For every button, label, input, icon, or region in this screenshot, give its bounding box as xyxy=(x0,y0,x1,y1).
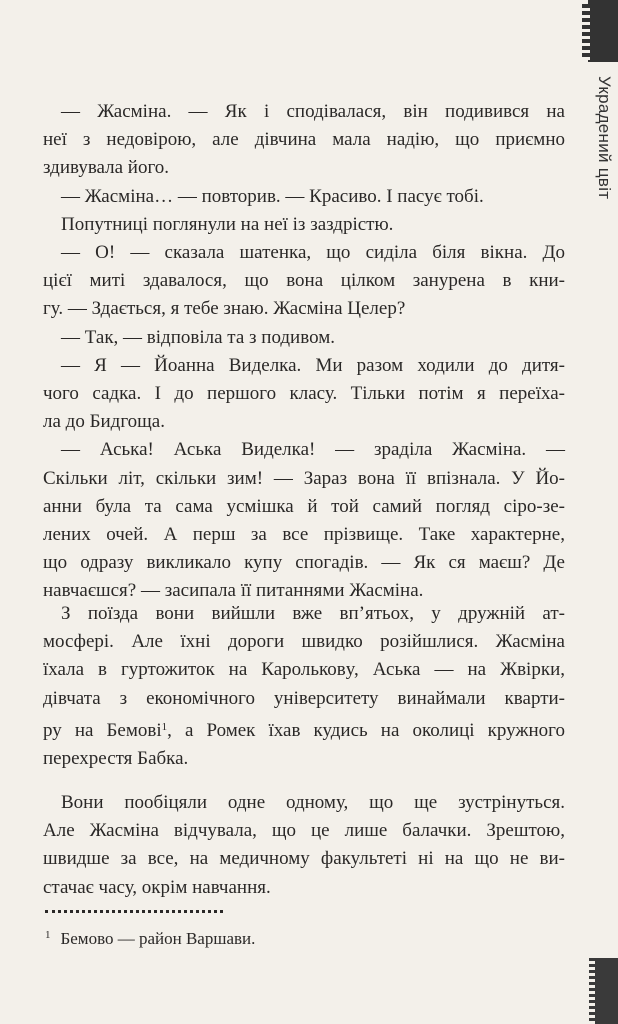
footnote-number: 1 xyxy=(45,929,51,941)
text-line: — О! — сказала шатенка, що сиділа біля вікна. До xyxy=(61,242,565,264)
text-line: анни була та сама усмішка й той самий погляд сіро-зе- xyxy=(43,495,565,517)
text-line-with-footnote xyxy=(43,713,565,745)
paragraph xyxy=(43,600,565,773)
text-line: — Жасміна. — Як і сподівалася, він подивився на xyxy=(61,101,565,122)
text-line: неї з недовірою, але дівчина мала надію, що приємно xyxy=(43,129,565,151)
paragraph xyxy=(43,789,565,902)
text-line: їхала в гуртожиток на Карольковy, Аська — на Жвірки, xyxy=(43,659,565,681)
edge-tab-bottom xyxy=(594,958,618,1024)
text-line: швидше за все, на медичному факультеті ні на що не ви- xyxy=(43,848,565,870)
text-line: лених очей. А перш за все прізвище. Таке характерне, xyxy=(43,524,565,546)
text-fragment: , а Ромек їхав кудись на околиці кружного xyxy=(167,719,566,741)
text-line: гу. — Здається, я тебе знаю. Жасміна Целер? xyxy=(43,298,406,320)
text-line: здивувала його. xyxy=(43,157,170,179)
text-line: Але Жасміна відчувала, що це лише балачки. Зрештою, xyxy=(43,820,565,842)
text-line: — Так, — відповіла та з подивом. xyxy=(61,326,335,348)
text-line: — Аська! Аська Виделка! — зраділа Жасміна. — xyxy=(61,439,565,461)
text-line: Скільки літ, скільки зим! — Зараз вона її впізнала. У Йо- xyxy=(43,467,565,489)
text-line: З поїзда вони вийшли вже вп’ятьох, у дружній ат- xyxy=(61,603,565,624)
text-line: — Жасміна… — повторив. — Красиво. І пасує тобі. xyxy=(61,185,484,207)
text-fragment: ру на Бемові xyxy=(43,719,162,741)
text-line: Вони пообіцяли одне одному, що ще зустрінуться. xyxy=(61,792,565,813)
text-line: навчаєшся? — засипала її питаннями Жасміна. xyxy=(43,580,424,602)
footnote-reference: 1 xyxy=(161,720,168,733)
dialogue-block xyxy=(43,98,565,606)
text-line: чого садка. І до першого класу. Тільки потім я переїха- xyxy=(43,383,565,405)
text-line: що одразу викликало купу спогадів. — Як ся маєш? Де xyxy=(43,552,565,574)
text-line: Попутниці поглянули на неї із заздрістю. xyxy=(61,213,394,235)
text-line: мосфері. Але їхні дороги швидко розійшлися. Жасміна xyxy=(43,631,565,653)
text-line: ла до Бидгоща. xyxy=(43,411,165,433)
text-line: стачає часу, окрім навчання. xyxy=(43,876,271,898)
footnote xyxy=(45,923,255,951)
text-line: перехрестя Бабка. xyxy=(43,748,189,770)
text-line: дівчата з економічного університету винаймали кварти- xyxy=(43,687,565,709)
footnote-divider xyxy=(45,910,223,913)
text-line: — Я — Йоанна Виделка. Ми разом ходили до дитя- xyxy=(61,354,565,376)
text-line: цієї миті здавалося, що вона цілком занурена в кни- xyxy=(43,270,565,292)
footnote-text: Бемово — район Варшави. xyxy=(60,929,256,948)
running-head: Украдений цвіт xyxy=(595,76,614,200)
edge-tab-top xyxy=(588,0,618,62)
